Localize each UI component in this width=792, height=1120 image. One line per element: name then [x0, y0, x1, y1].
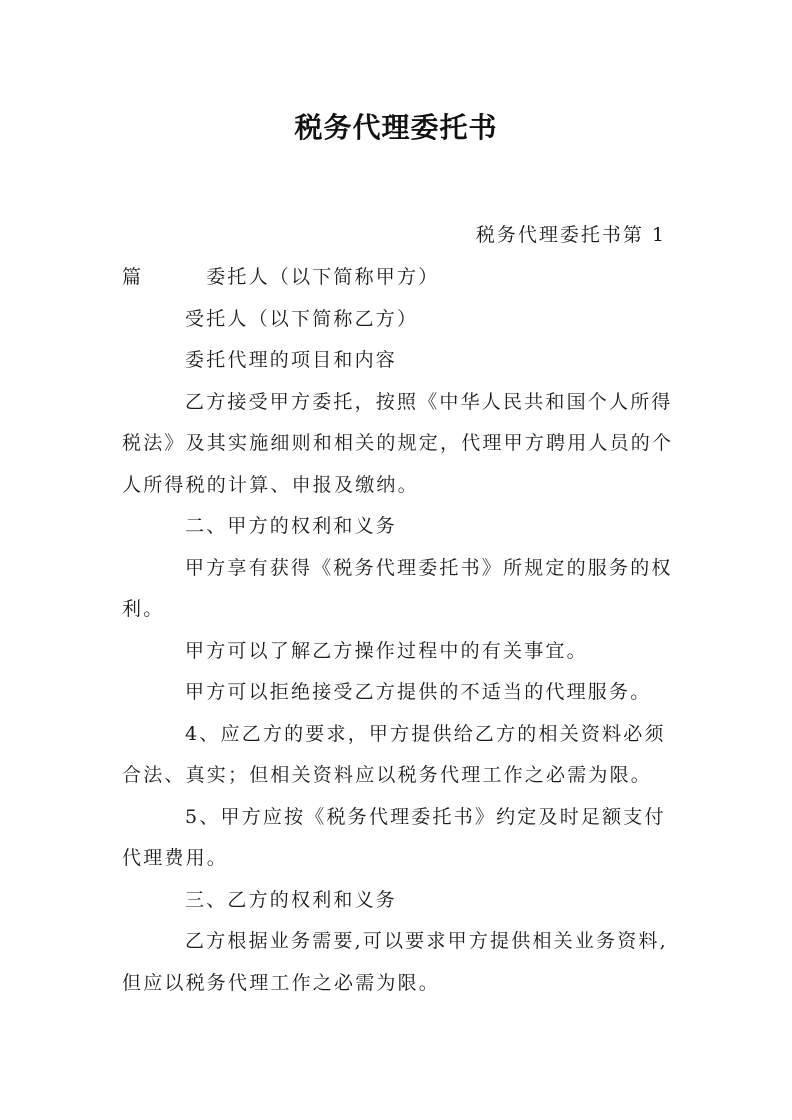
- paragraph-line: 5、甲方应按《税务代理委托书》约定及时足额支付: [185, 805, 666, 828]
- document-title: 税务代理委托书: [294, 111, 498, 144]
- paragraph-line: 利。: [122, 598, 165, 620]
- section-heading: 三、乙方的权利和义务: [185, 888, 398, 911]
- document-body: [122, 257, 677, 1004]
- line-prefix: 篇: [122, 266, 144, 288]
- paragraph-line: 税法》及其实施细则和相关的规定，代理甲方聘用人员的个: [122, 432, 674, 454]
- section-heading: 二、甲方的权利和义务: [185, 515, 398, 537]
- paragraph-line: 甲方可以了解乙方操作过程中的有关事宜。: [185, 639, 588, 662]
- paragraph-line: 甲方可以拒绝接受乙方提供的不适当的代理服务。: [185, 681, 652, 703]
- paragraph-line: 合法、真实；但相关资料应以税务代理工作之必需为限。: [122, 764, 653, 786]
- paragraph-line: 甲方享有获得《税务代理委托书》所规定的服务的权: [185, 556, 673, 579]
- paragraph-line: [122, 257, 677, 299]
- paragraph-line: 4、应乙方的要求，甲方提供给乙方的相关资料必须: [185, 722, 666, 745]
- paragraph-line: 代理费用。: [122, 847, 229, 869]
- line-text: 委托人（以下简称甲方）: [206, 266, 440, 288]
- paragraph-line: 受托人（以下简称乙方）: [185, 307, 419, 330]
- document-subtitle: 税务代理委托书第 1: [475, 224, 666, 246]
- paragraph-line: 乙方接受甲方委托，按照《中华人民共和国个人所得: [185, 390, 673, 413]
- paragraph-line: 人所得税的计算、申报及缴纳。: [122, 473, 419, 496]
- paragraph-line: 但应以税务代理工作之必需为限。: [122, 971, 441, 994]
- paragraph-line: 委托代理的项目和内容: [185, 349, 398, 371]
- paragraph-line: 乙方根据业务需要,可以要求甲方提供相关业务资料,: [185, 930, 668, 952]
